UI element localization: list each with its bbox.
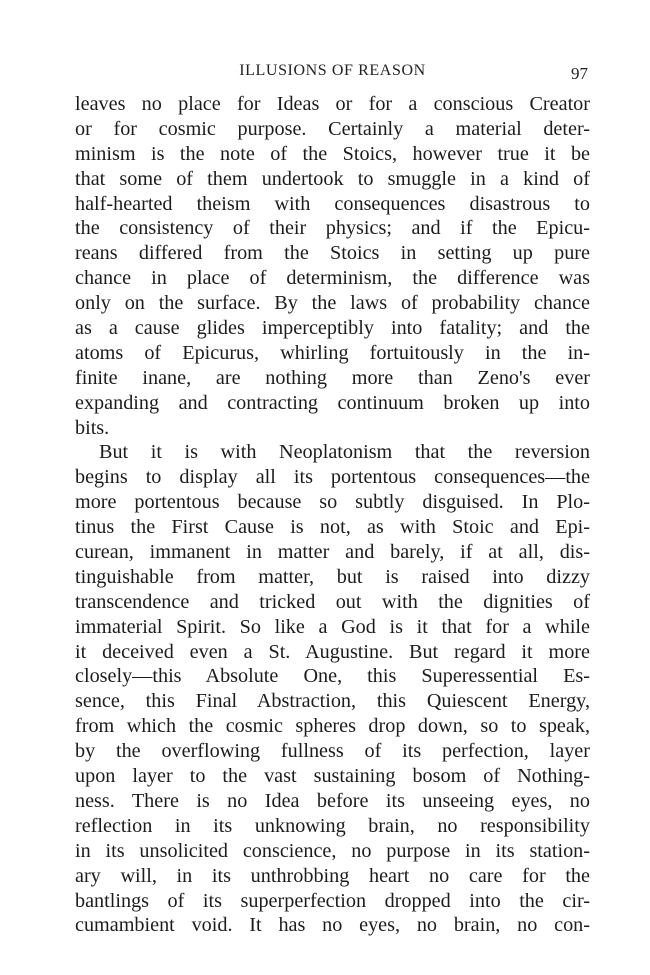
text-line: bits.	[75, 416, 110, 439]
text-line: half-hearted theism with consequences disastrous to	[75, 192, 590, 215]
text-line: only on the surface. By the laws of probability chance	[75, 292, 590, 315]
text-line: curean, immanent in matter and barely, if at all, dis-	[75, 541, 590, 564]
text-line: cumambient void. It has no eyes, no brain, no con-	[75, 914, 590, 937]
text-line: as a cause glides imperceptibly into fatality; and the	[75, 317, 590, 340]
text-line: expanding and contracting continuum broken up into	[75, 391, 590, 414]
paragraph	[75, 92, 590, 440]
text-line: closely—this Absolute One, this Superessential Es-	[75, 665, 590, 688]
text-line: immaterial Spirit. So like a God is it that for a while	[75, 615, 590, 638]
text-line: minism is the note of the Stoics, however true it be	[75, 142, 590, 165]
text-line: bantlings of its superperfection dropped into the cir-	[75, 889, 590, 912]
text-line: ness. There is no Idea before its unseeing eyes, no	[75, 789, 590, 812]
page-number: 97	[571, 64, 588, 83]
text-line: reans differed from the Stoics in setting up pure	[75, 242, 590, 265]
text-line: it deceived even a St. Augustine. But regard it more	[75, 640, 590, 663]
text-line: begins to display all its portentous consequences—the	[75, 466, 590, 489]
text-line: leaves no place for Ideas or for a conscious Creator	[75, 93, 590, 115]
book-page	[75, 62, 590, 938]
text-line: tinguishable from matter, but is raised into dizzy	[75, 565, 590, 588]
text-line: from which the cosmic spheres drop down, so to speak,	[75, 715, 590, 738]
paragraph	[75, 440, 590, 938]
text-line: by the overflowing fullness of its perfection, layer	[75, 740, 590, 763]
text-line: upon layer to the vast sustaining bosom of Nothing-	[75, 765, 590, 788]
text-line: finite inane, are nothing more than Zeno's ever	[75, 366, 590, 389]
text-line: But it is with Neoplatonism that the reversion	[99, 441, 590, 464]
text-line: atoms of Epicurus, whirling fortuitously in the in-	[75, 341, 590, 364]
text-line: the consistency of their physics; and if the Epicu-	[75, 217, 590, 240]
text-line: tinus the First Cause is not, as with Stoic and Epi-	[75, 516, 590, 539]
text-line: in its unsolicited conscience, no purpose in its station-	[75, 839, 590, 862]
text-line: more portentous because so subtly disguised. In Plo-	[75, 491, 590, 514]
text-line: reflection in its unknowing brain, no responsibility	[75, 814, 590, 837]
body-text	[75, 92, 590, 938]
running-title: ILLUSIONS OF REASON	[239, 62, 426, 79]
text-line: sence, this Final Abstraction, this Quiescent Energy,	[75, 690, 590, 713]
text-line: chance in place of determinism, the difference was	[75, 267, 590, 290]
text-line: ary will, in its unthrobbing heart no care for the	[75, 864, 590, 887]
text-line: transcendence and tricked out with the dignities of	[75, 590, 590, 613]
running-head	[75, 62, 590, 92]
text-line: or for cosmic purpose. Certainly a material deter-	[75, 117, 590, 140]
text-line: that some of them undertook to smuggle in a kind of	[75, 167, 590, 190]
